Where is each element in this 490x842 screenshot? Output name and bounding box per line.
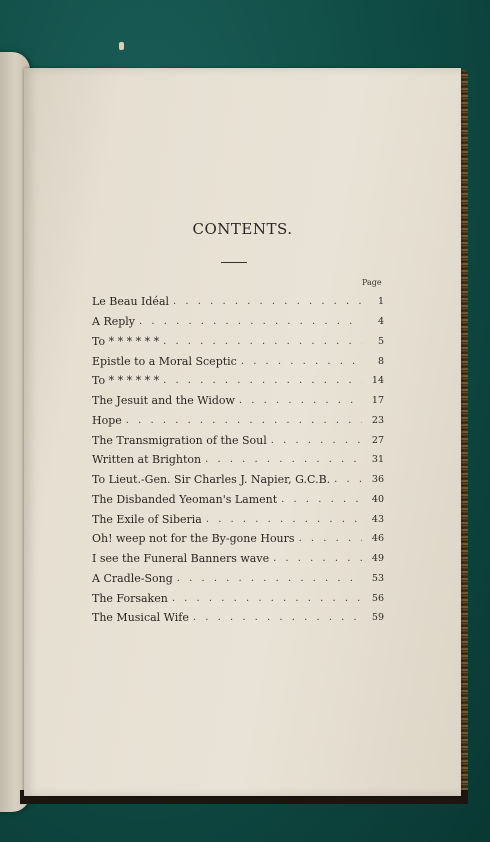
entry-page: 5 [377,335,384,347]
entry-page: 31 [371,454,384,466]
page-title: CONTENTS. [192,220,293,238]
dot-leader [163,375,362,386]
entry-title: The Disbanded Yeoman's Lament [92,492,278,506]
entry-title: Epistle to a Moral Sceptic [92,354,237,368]
dot-leader [163,336,362,347]
list-item [92,312,384,332]
list-item [92,371,384,391]
list-item [92,529,384,549]
list-item [92,569,384,589]
contents-list [92,292,384,628]
entry-title: The Exile of Siberia [92,512,202,526]
entry-page: 14 [371,375,384,387]
list-item [92,490,384,510]
dot-leader [281,494,362,505]
entry-page: 40 [371,493,384,505]
entry-title: A Reply [92,315,136,329]
list-item [92,430,384,450]
list-item [92,608,384,628]
page-column-heading: Page [362,278,382,287]
dot-leader [299,533,362,544]
entry-page: 36 [371,474,384,486]
dot-leader [173,296,362,307]
dot-leader [273,553,362,564]
dot-leader [172,593,362,604]
title-rule [221,262,247,263]
dot-leader [177,573,362,584]
entry-title: To Lieut.-Gen. Sir Charles J. Napier, G.C.B. [92,473,331,487]
entry-page: 23 [371,414,384,426]
entry-page: 43 [371,513,384,525]
entry-page: 59 [371,612,384,624]
entry-title: Oh! weep not for the By-gone Hours [92,532,295,546]
entry-page: 27 [371,434,384,446]
dot-leader [206,514,362,525]
dot-leader [193,612,362,623]
dot-leader [205,454,362,465]
list-item [92,332,384,352]
entry-title: Le Beau Idéal [92,295,170,309]
entry-title: The Forsaken [92,591,168,605]
list-item [92,351,384,371]
entry-page: 53 [371,572,384,584]
entry-page: 1 [377,296,384,308]
dot-leader [334,474,362,485]
entry-page: 46 [371,533,384,545]
entry-page: 8 [377,355,384,367]
felt-speck [119,42,124,50]
entry-title: To * * * * * * [92,334,160,348]
list-item [92,470,384,490]
entry-title: The Musical Wife [92,611,189,625]
entry-title: Written at Brighton [92,453,202,467]
contents-page [24,68,461,796]
dot-leader [139,316,362,327]
entry-page: 17 [371,395,384,407]
entry-title: A Cradle-Song [92,571,173,585]
entry-title: I see the Funeral Banners wave [92,552,270,566]
list-item [92,450,384,470]
list-item [92,509,384,529]
list-item [92,588,384,608]
dot-leader [241,356,362,367]
list-item [92,391,384,411]
entry-title: To * * * * * * [92,374,160,388]
entry-page: 56 [371,592,384,604]
dot-leader [126,415,362,426]
dot-leader [239,395,362,406]
entry-title: Hope [92,413,122,427]
entry-page: 49 [371,553,384,565]
list-item [92,549,384,569]
entry-title: The Jesuit and the Widow [92,394,235,408]
list-item [92,292,384,312]
entry-title: The Transmigration of the Soul [92,433,267,447]
dot-leader [271,435,362,446]
entry-page: 4 [377,316,384,328]
list-item [92,411,384,431]
